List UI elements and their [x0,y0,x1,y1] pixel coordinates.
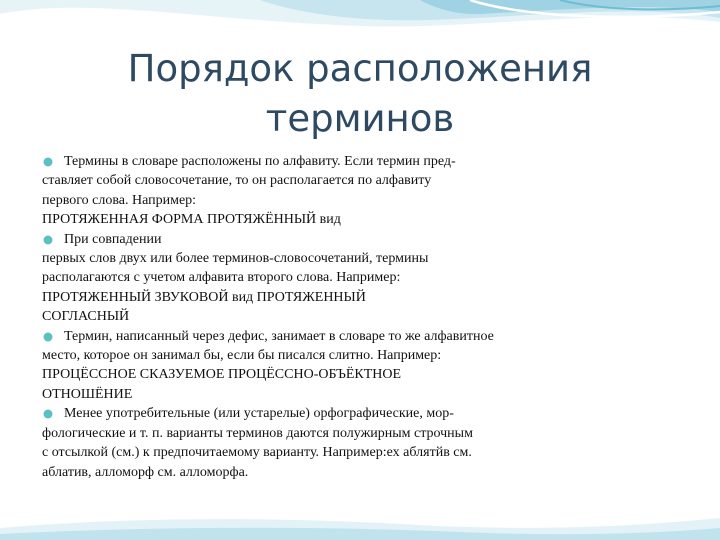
bullet-dot-icon [42,408,54,420]
b2-line-2: первых слов двух или более терминов-словосочетаний, термины [42,251,429,267]
b4-line-2: фологические и т. п. варианты терминов даются полужирным строчным [42,425,473,441]
bottom-wave-decoration [0,504,720,540]
b1-example: ПРОТЯЖЕННАЯ ФОРМА ПРОТЯЖЁННЫЙ вид [42,212,341,228]
b4-line-4: аблатив, алломорф см. алломорфа. [42,464,249,480]
b1-line-1: Термины в словаре расположены по алфавиту. Если термин пред- [64,154,456,169]
b3-example-line-1: ПРОЦЁССНОЕ СКАЗУЕМОЕ ПРОЦЁССНО-ОБЪЁКТНОЕ [42,367,402,383]
slide-body [42,152,612,482]
bullet-paragraph-2 [42,230,612,249]
b4-line-3: с отсылкой (см.) к предпочитаемому варианту. Например:ех аблятйв см. [42,445,472,461]
b3-example-line-2: ОТНОШЁНИЕ [42,386,133,402]
title-line-1: Порядок расположения [127,47,593,90]
b1-line-2: ставляет собой словосочетание, то он располагается по алфавиту [42,173,432,189]
b3-line-1: Термин, написанный через дефис, занимает в словаре то же алфавитное [64,328,494,344]
bullet-dot-icon [42,156,54,168]
slide-title [70,44,650,144]
b2-example-line-1: ПРОТЯЖЕННЫЙ ЗВУКОВОЙ вид ПРОТЯЖЕННЫЙ [42,289,366,305]
bullet-dot-icon [42,331,54,343]
b2-line-3: располагаются с учетом алфавита второго слова. Например: [42,270,401,286]
title-line-2: терминов [265,97,455,140]
bullet-dot-icon [42,234,54,246]
b2-line-1: При совпадении [64,231,162,247]
b4-line-1: Менее употребительные (или устарелые) орфографические, мор- [64,406,454,422]
bullet-paragraph-1 [42,152,612,171]
bullet-paragraph-4 [42,404,612,423]
bullet-paragraph-3 [42,327,612,346]
b1-line-3: первого слова. Например: [42,192,197,208]
b2-example-line-2: СОГЛАСНЫЙ [42,309,130,325]
b3-line-2: место, которое он занимал бы, если бы писался слитно. Например: [42,348,442,364]
